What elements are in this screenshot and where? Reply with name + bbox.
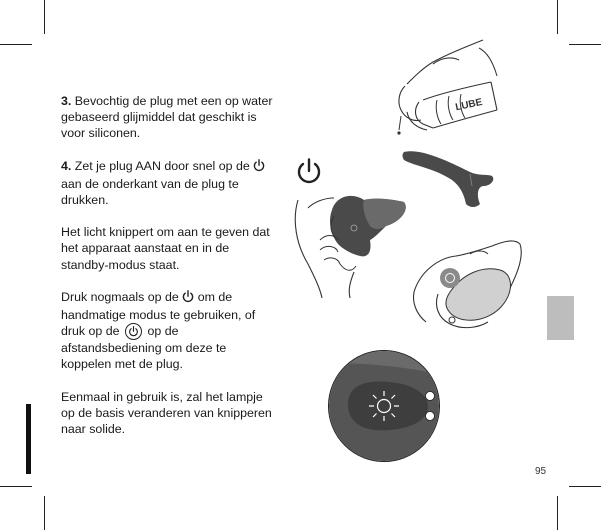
- crop-mark: [44, 0, 45, 34]
- step-4-number: 4.: [61, 158, 72, 173]
- step-3-number: 3.: [61, 94, 72, 108]
- left-margin-bar: [26, 404, 31, 474]
- step-4-text-a: Zet je plug AAN door snel op de: [74, 158, 250, 173]
- crop-mark: [44, 496, 45, 530]
- crop-mark: [0, 44, 32, 45]
- crop-mark: [569, 44, 601, 45]
- step-4: [61, 158, 273, 209]
- power-icon: [253, 159, 265, 176]
- press-text-c: op de afstandsbediening om deze te koppelen met de plug.: [61, 324, 227, 372]
- crop-mark: [0, 486, 32, 487]
- crop-mark: [557, 0, 558, 34]
- step-3-text: Bevochtig de plug met een op water gebaseerd glijmiddel dat geschikt is voor siliconen.: [61, 94, 273, 141]
- hand-remote-illustration: [410, 232, 526, 340]
- plug-base-closeup: [328, 350, 440, 462]
- instruction-text: [61, 93, 273, 453]
- light-paragraph: Eenmaal in gebruik is, zal het lampje op de basis veranderen van knipperen naar solide.: [61, 389, 272, 437]
- step-4-text-b: aan de onderkant van de plug te drukken.: [61, 176, 239, 208]
- press-text-b: om de handmatige modus te gebruiken, of druk op de: [61, 289, 256, 339]
- page-number: 95: [535, 466, 547, 477]
- step-3: [61, 93, 273, 142]
- press-text-a: Druk nogmaals op de: [61, 289, 179, 304]
- power-icon: [182, 290, 194, 307]
- section-tab: [547, 296, 574, 340]
- crop-mark: [557, 496, 558, 530]
- crop-mark: [569, 486, 601, 487]
- remote-power-icon: [125, 323, 142, 340]
- blink-paragraph: Het licht knippert om aan te geven dat het apparaat aanstaat en in de standby-modus staat.: [61, 225, 270, 272]
- hand-plug-illustration: [290, 180, 416, 298]
- lube-label: LUBE: [454, 96, 484, 114]
- press-paragraph: [61, 289, 273, 373]
- lube-hands-illustration: [393, 36, 505, 140]
